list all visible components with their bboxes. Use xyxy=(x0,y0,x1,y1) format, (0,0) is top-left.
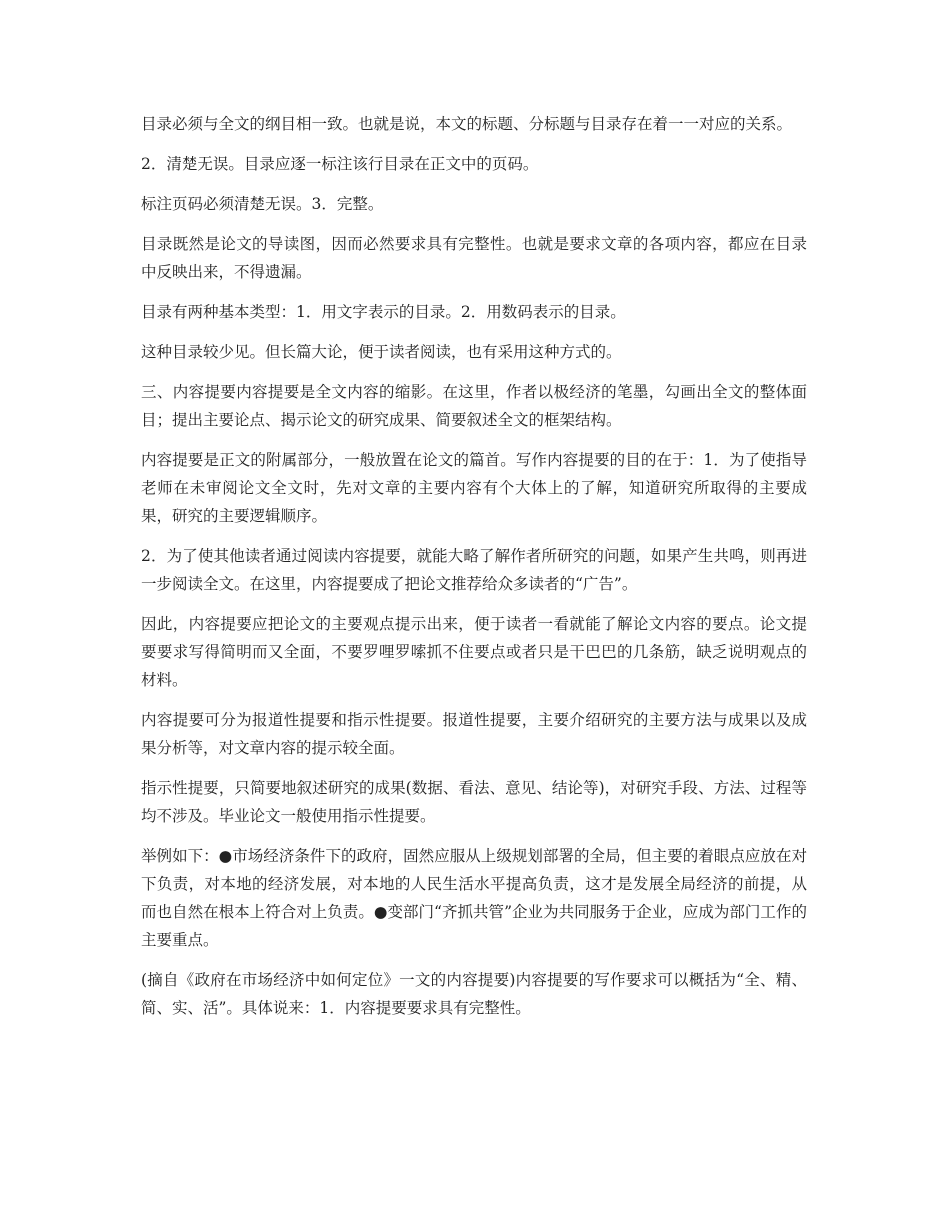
paragraph: 内容提要可分为报道性提要和指示性提要。报道性提要，主要介绍研究的主要方法与成果以及成果分析等，对文章内容的提示较全面。 xyxy=(141,711,807,757)
paragraph: 标注页码必须清楚无误。3．完整。 xyxy=(141,195,384,213)
paragraph: 2．为了使其他读者通过阅读内容提要，就能大略了解作者所研究的问题，如果产生共鸣，则再进一步阅读全文。在这里，内容提要成了把论文推荐给众多读者的“广告”。 xyxy=(141,547,807,593)
paragraph: 目录既然是论文的导读图，因而必然要求具有完整性。也就是要求文章的各项内容，都应在目录中反映出来，不得遗漏。 xyxy=(141,235,807,281)
paragraph: 指示性提要，只简要地叙述研究的成果(数据、看法、意见、结论等)，对研究手段、方法、过程等均不涉及。毕业论文一般使用指示性提要。 xyxy=(141,779,807,825)
paragraph: 举例如下：●市场经济条件下的政府，固然应服从上级规划部署的全局，但主要的着眼点应放在对下负责，对本地的经济发展，对本地的人民生活水平提高负责，这才是发展全局经济的前提，从而也自然在根本上符合对上负责。●变部门“齐抓共管”企业为共同服务于企业，应成为部门工作的主要重点。 xyxy=(141,847,807,949)
paragraph: 2．清楚无误。目录应逐一标注该行目录在正文中的页码。 xyxy=(141,155,539,173)
document-body xyxy=(141,110,807,1034)
paragraph: 因此，内容提要应把论文的主要观点提示出来，便于读者一看就能了解论文内容的要点。论文提要要求写得简明而又全面，不要罗哩罗嗦抓不住要点或者只是干巴巴的几条筋，缺乏说明观点的材料。 xyxy=(141,615,807,689)
paragraph: 目录有两种基本类型：1．用文字表示的目录。2．用数码表示的目录。 xyxy=(141,303,626,321)
paragraph: 目录必须与全文的纲目相一致。也就是说，本文的标题、分标题与目录存在着一一对应的关系。 xyxy=(141,115,793,133)
paragraph: 这种目录较少见。但长篇大论，便于读者阅读，也有采用这种方式的。 xyxy=(141,343,622,361)
paragraph: (摘自《政府在市场经济中如何定位》一文的内容提要)内容提要的写作要求可以概括为“全、精、简、实、活”。具体说来：1．内容提要要求具有完整性。 xyxy=(141,971,807,1017)
paragraph: 三、内容提要内容提要是全文内容的缩影。在这里，作者以极经济的笔墨，勾画出全文的整体面目；提出主要论点、揭示论文的研究成果、简要叙述全文的框架结构。 xyxy=(141,383,807,429)
paragraph: 内容提要是正文的附属部分，一般放置在论文的篇首。写作内容提要的目的在于：1．为了使指导老师在未审阅论文全文时，先对文章的主要内容有个大体上的了解，知道研究所取得的主要成果，研究的主要逻辑顺序。 xyxy=(141,451,807,525)
